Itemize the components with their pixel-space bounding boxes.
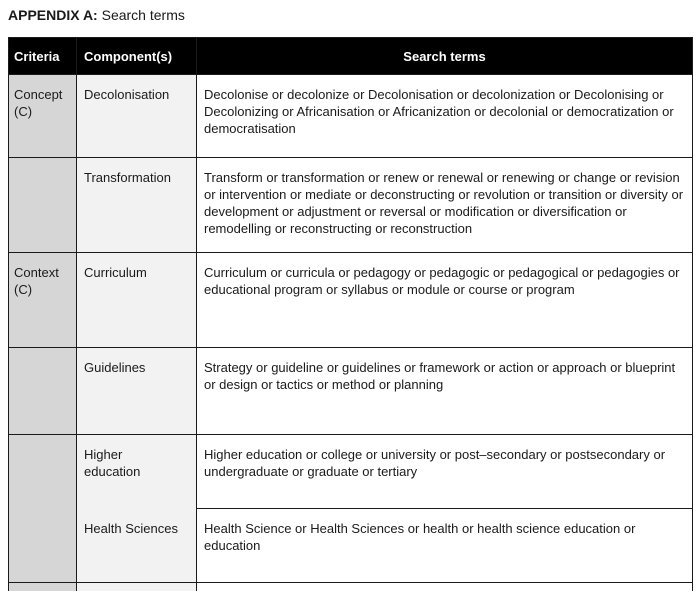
- criteria-cell: [9, 435, 77, 583]
- component-cell: [77, 583, 197, 591]
- column-header-criteria: Criteria: [9, 38, 77, 75]
- criteria-cell: Context (C): [9, 253, 77, 348]
- table-row: [9, 435, 693, 509]
- column-header-search-terms: Search terms: [197, 38, 693, 75]
- appendix-subtitle: Search terms: [101, 7, 185, 23]
- component-cell: Transformation: [77, 158, 197, 253]
- table-row: [9, 253, 693, 348]
- component-cell: Decolonisation: [77, 75, 197, 158]
- search-terms-cell: Strategy or guideline or guidelines or framework or action or approach or blueprint or design or tactics or method or planning: [197, 348, 693, 435]
- criteria-cell: [9, 158, 77, 253]
- criteria-cell: Concept (C): [9, 75, 77, 158]
- table-header-row: [9, 38, 693, 75]
- search-terms-table: [8, 37, 693, 591]
- search-terms-cell: [197, 583, 693, 591]
- appendix-label: APPENDIX A:: [8, 7, 98, 23]
- column-header-components: Component(s): [77, 38, 197, 75]
- component-cell: Higher education: [77, 435, 197, 509]
- search-terms-cell: Higher education or college or university or post–secondary or postsecondary or undergraduate or graduate or tertiary: [197, 435, 693, 509]
- criteria-cell: [9, 583, 77, 591]
- table-row-partial: [9, 583, 693, 591]
- page-title: [8, 7, 700, 24]
- component-cell: Curriculum: [77, 253, 197, 348]
- table-row: [9, 509, 693, 583]
- search-terms-cell: Health Science or Health Sciences or health or health science education or education: [197, 509, 693, 583]
- search-terms-cell: Transform or transformation or renew or renewal or renewing or change or revision or intervention or mediate or deconstructing or revolution or transition or diversity or development or adjustment or reversal or modification or diversification or remodelling or reconstructing or reconstruction: [197, 158, 693, 253]
- criteria-cell: [9, 348, 77, 435]
- search-terms-cell: Decolonise or decolonize or Decolonisation or decolonization or Decolonising or Decolonizing or Africanisation or Africanization or decolonial or democratization or democratisation: [197, 75, 693, 158]
- table-row: [9, 348, 693, 435]
- table-row: [9, 158, 693, 253]
- component-cell: Guidelines: [77, 348, 197, 435]
- search-terms-cell: Curriculum or curricula or pedagogy or pedagogic or pedagogical or pedagogies or educational program or syllabus or module or course or program: [197, 253, 693, 348]
- table-row: [9, 75, 693, 158]
- component-cell: Health Sciences: [77, 509, 197, 583]
